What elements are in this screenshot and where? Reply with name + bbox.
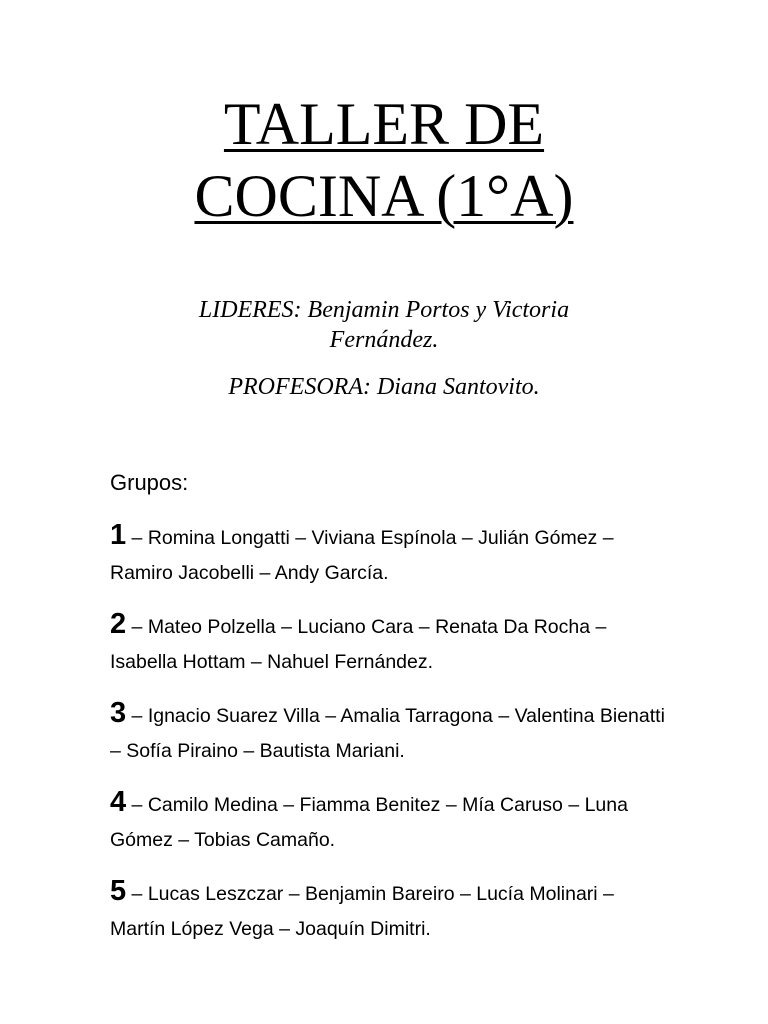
group-members: – Romina Longatti – Viviana Espínola – Julián Gómez – Ramiro Jacobelli – Andy García. [110, 527, 614, 584]
group-item [110, 696, 670, 769]
group-item [110, 874, 670, 947]
leaders-line-2: Fernández. [329, 327, 439, 353]
title-line-1: TALLER DE [223, 91, 545, 157]
group-item [110, 607, 670, 680]
title-line-2: COCINA (1°A) [194, 163, 574, 229]
group-members: – Camilo Medina – Fiamma Benitez – Mía Caruso – Luna Gómez – Tobias Camaño. [110, 794, 628, 851]
group-item [110, 518, 670, 591]
group-members: – Ignacio Suarez Villa – Amalia Tarragona – Valentina Bienatti – Sofía Piraino – Bautista Mariani. [110, 705, 665, 762]
leaders-credit [130, 295, 638, 355]
group-number: 2 [110, 608, 127, 640]
leaders-line-1: LIDERES: Benjamin Portos y Victoria [198, 297, 570, 323]
groups-list [110, 518, 670, 963]
group-number: 4 [110, 786, 127, 818]
groups-heading: Grupos: [110, 470, 189, 495]
group-members: – Lucas Leszczar – Benjamin Bareiro – Lucía Molinari – Martín López Vega – Joaquín Dimitri. [110, 883, 614, 940]
group-number: 5 [110, 875, 127, 907]
teacher-credit: PROFESORA: Diana Santovito. [228, 374, 540, 400]
group-members: – Mateo Polzella – Luciano Cara – Renata Da Rocha – Isabella Hottam – Nahuel Fernández. [110, 616, 607, 673]
group-number: 1 [110, 519, 127, 551]
document-title [0, 88, 768, 232]
group-number: 3 [110, 697, 127, 729]
group-item [110, 785, 670, 858]
